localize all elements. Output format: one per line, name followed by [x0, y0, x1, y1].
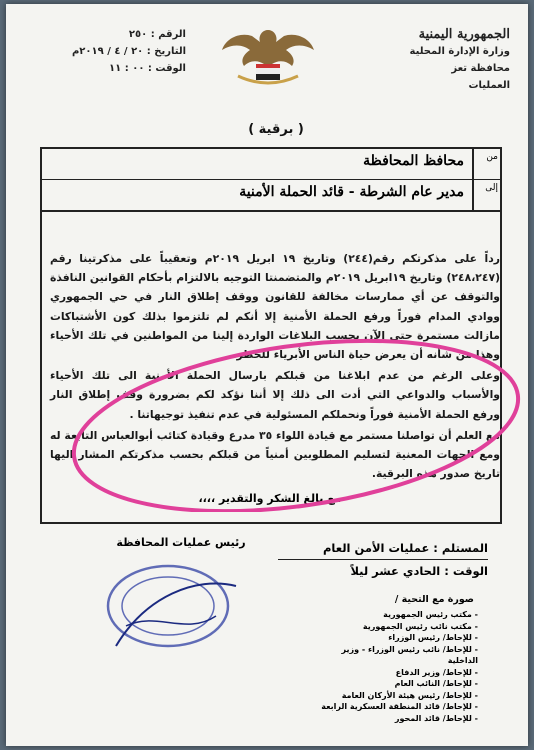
republic-name: الجمهورية اليمنية — [418, 27, 510, 42]
to-value: مدير عام الشرطة - قائد الحملة الأمنية — [239, 184, 464, 200]
reference-number: الرقم : ٢٥٠ — [128, 29, 186, 40]
from-label: من — [472, 149, 500, 179]
department-name: العمليات — [468, 80, 510, 91]
official-stamp-icon — [96, 556, 246, 656]
cc-item: - للإحاط/ قائد المنطقة العسكرية الرابعة — [318, 701, 478, 713]
cc-item: - مكتب رئيس الجمهورية — [318, 609, 478, 621]
document-page — [6, 4, 528, 746]
document-title: ( برقية ) — [248, 122, 304, 137]
recipient: المستلم : عمليات الأمن العام — [278, 537, 488, 560]
national-emblem-icon — [218, 24, 318, 90]
document-time: الوقت : ٠٠ : ١١ — [109, 63, 186, 74]
letterhead-right — [380, 26, 510, 94]
from-row — [42, 149, 500, 180]
ministry-name: وزارة الإدارة المحلية — [409, 46, 510, 57]
cc-item: - للإحاط/ النائب العام — [318, 678, 478, 690]
document-date: التاريخ : ٢٠ / ٤ / ٢٠١٩م — [71, 46, 186, 57]
cc-item: - للإحاط/ رئيس هيئة الأركان العامة — [318, 690, 478, 702]
cc-item: - للإحاط/ رئيس الوزراء — [318, 632, 478, 644]
cc-item: - للإحاط/ نائب رئيس الوزراء - وزير الداخلية — [318, 644, 478, 667]
letterhead-left — [46, 26, 186, 77]
cc-item: - للإحاط/ قائد المحور — [318, 713, 478, 725]
cc-item: - للإحاط/ وزير الدفاع — [318, 667, 478, 679]
received-time: الوقت : الحادي عشر ليلاً — [350, 564, 488, 578]
governorate-name: محافظة تعز — [451, 63, 510, 74]
body-paragraph: وعلى الرغم من عدم ابلاغنا من قبلكم بارسال الحملة الأمنية الى تلك الأحياء والأسباب والدواعي التي أدت الى ذلك إلا أننا نؤكد لكم بضرورة وقف إطلاق النار ورفع الحملة الأمنية فوراً ونحملكم المسئولية في عدم تنفيذ توجيهاتنا . — [50, 369, 500, 421]
to-label: إلى — [472, 180, 500, 210]
received-block — [278, 537, 488, 582]
signature-title: رئيس عمليات المحافظة — [116, 536, 246, 549]
from-value: محافظ المحافظة — [363, 153, 464, 169]
body-paragraph: رداً على مذكرتكم رقم(٢٤٤) وتاريخ ١٩ ابريل ٢٠١٩م وتعقيباً على مذكرتينا رقم (٢٤٨،٢٤٧) وتاريخ ١٩ابريل ٢٠١٩م والمتضمنتا التوجيه بالالتزام بأحكام القوانين النافذة والتوقف عن أي ممارسات مخالفة للقانون ووقف إطلاق النار في حي الجمهوري ووادي المدام فوراً ورفع الحملة الأمنية إلا أنكم لم تلتزموا بذلك كون الأشتباكات مازالت مستمرة حتى الآن بحسب البلاغات الواردة إلينا من المواطنين في تلك الأحياء وهذا من شأنه أن يعرض حياة الناس الأبرياء للخطر. — [50, 252, 501, 362]
body-paragraph: مع العلم أن تواصلنا مستمر مع قيادة اللواء ٣٥ مدرع وقيادة كتائب أبوالعباس التابعة له ومع الجهات المعنية لتسليم المطلوبين أمنياً من قبلكم بحسب مذكرتكم المشار اليها تاريخ صدور هذه البرقية. — [50, 428, 500, 481]
cc-title: صورة مع التحية / — [394, 594, 474, 605]
cc-list — [318, 609, 478, 724]
cc-item: - مكتب نائب رئيس الجمهورية — [318, 621, 478, 633]
annotation-circle — [68, 334, 528, 512]
closing-line: مع بالغ الشكر والتقدير ،،،، — [198, 492, 342, 505]
